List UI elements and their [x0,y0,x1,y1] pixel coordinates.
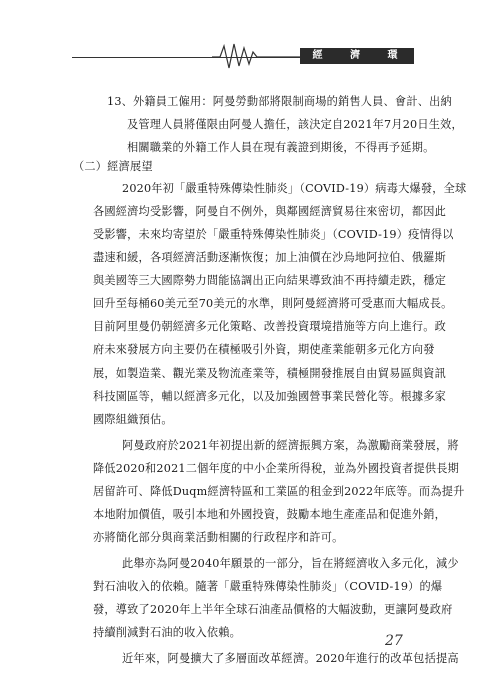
text-line: 盡速和緩，各項經濟活動逐漸恢復；加上油價在沙烏地阿拉伯、俄羅斯 [93,251,447,264]
section-label: 經 濟 環 境 [300,48,414,64]
text-line: 展，如製造業、觀光業及物流產業等，積極開發推展自由貿易區與資訊 [93,367,447,380]
text-line: 科技園區等，輔以經濟多元化，以及加強國營事業民營化等。根據多家 [93,390,447,403]
text-line: 相關職業的外籍工作人員在現有義證到期後，不得再予延期。 [127,141,435,154]
text-line: 降低2020和2021二個年度的中小企業所得稅，並為外國投資者提供長期 [93,462,460,475]
text-line: 各國經濟均受影響，阿曼自不例外，與鄰國經濟貿易往來密切，都因此 [93,205,447,218]
page-header [0,0,480,77]
text-line: 府未來發展方向主要仍在積極吸引外資，期使產業能朝多元化方向發 [93,343,435,356]
text-line: 13、外籍員工僱用：阿曼勞動部將限制商場的銷售人員、會計、出納 [107,95,452,108]
page-number: 27 [385,633,403,649]
text-line: 居留許可、降低Duqm經濟特區和工業區的租金到2022年底等。而為提升 [93,485,465,498]
text-line: 持續削減對石油的收入依賴。 [93,626,242,639]
text-line: 近年來，阿曼擴大了多層面改革經濟。2020年進行的改革包括提高 [122,652,459,665]
text-line: 與美國等三大國際勢力間能協調出正向結果導致油不再持續走跌，穩定 [93,274,447,287]
text-line: 受影響，未來均寄望於「嚴重特殊傳染性肺炎」（COVID-19）疫情得以 [93,228,454,241]
heartbeat-wave-icon [212,40,302,70]
text-line: 此舉亦為阿曼2040年願景的一部分，旨在將經濟收入多元化，減少 [122,557,459,570]
text-line: 發，導致了2020年上半年全球石油產品價格的大幅波動，更讓阿曼政府 [93,603,453,616]
text-line: 對石油收入的依賴。隨著「嚴重特殊傳染性肺炎」（COVID-19）的爆 [93,580,443,593]
text-line: 阿曼政府於2021年初提出新的經濟振興方案，為激勵商業發展，將 [122,439,459,452]
text-line: 亦將簡化部分與商業活動相關的行政程序和許可。 [93,531,344,544]
text-line: 目前阿里曼仍朝經濟多元化策略、改善投資環境措施等方向上進行。政 [93,320,447,333]
text-line: 國際組織預估。 [93,413,173,426]
text-line: （二）經濟展望 [73,160,153,173]
text-line: 2020年初「嚴重特殊傳染性肺炎」（COVID-19）病毒大爆發，全球 [122,182,467,195]
text-line: 及管理人員將僅限由阿曼人擔任，該決定自2021年7月20日生效， [127,118,463,131]
text-line: 回升至每桶60美元至70美元的水準，則阿曼經濟將可受惠而大幅成長。 [93,297,453,310]
text-line: 本地附加價值，吸引本地和外國投資，鼓勵本地生產產品和促進外銷， [93,508,447,521]
